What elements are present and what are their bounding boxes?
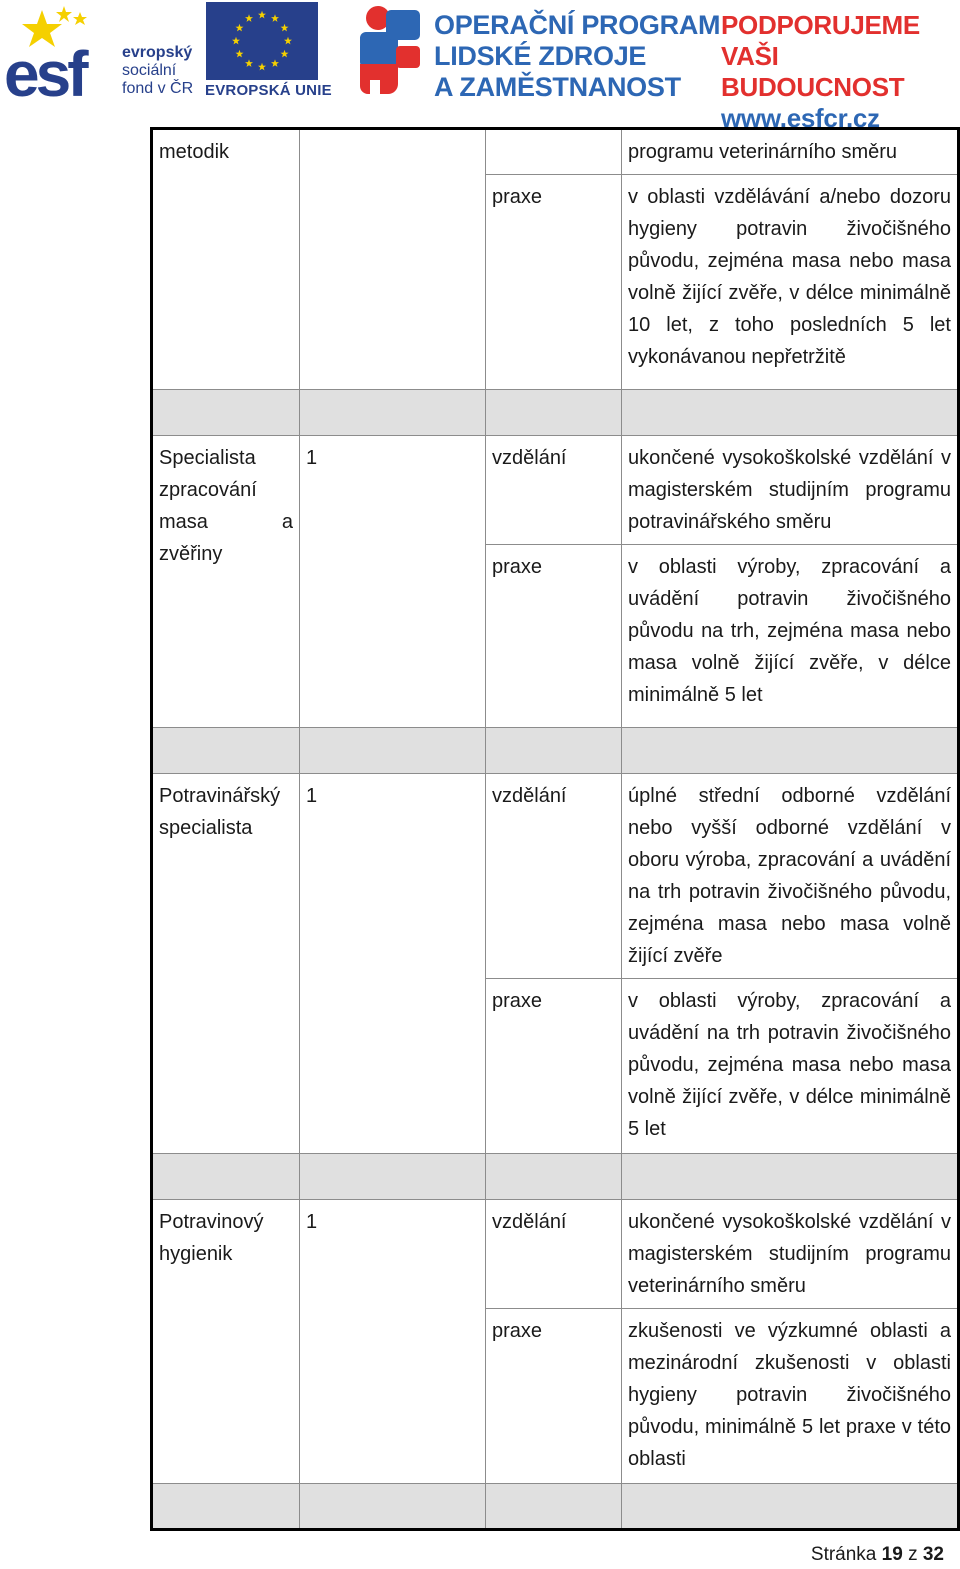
role-cell: Potravinářský specialista (152, 774, 300, 1154)
requirement-cell: v oblasti výroby, zpracování a uvádění potravin živočišného původu na trh, zejména masa nebo masa volně žijící zvěře, v délce minimálně 5 let (622, 545, 959, 728)
page-number-current: 19 (881, 1544, 903, 1565)
slogan (721, 10, 960, 134)
op-line-3: A ZAMĚSTNANOST (434, 72, 681, 102)
table-row (152, 129, 959, 175)
op-line-1: OPERAČNÍ PROGRAM (434, 10, 721, 40)
label-cell (486, 129, 622, 175)
label-cell: praxe (486, 979, 622, 1154)
label-cell: praxe (486, 1309, 622, 1484)
op-logo-mark (356, 2, 426, 98)
label-cell: praxe (486, 175, 622, 390)
page-number-prefix: Stránka (810, 1544, 877, 1565)
requirement-cell: programu veterinárního směru (622, 129, 959, 175)
slogan-line-1: PODPORUJEME (721, 10, 920, 40)
count-cell: 1 (300, 1200, 486, 1484)
esf-line-1: evropský (122, 44, 193, 61)
requirement-cell: v oblasti výroby, zpracování a uvádění na trh potravin živočišného původu, zejména masa nebo masa volně žijící zvěře, v délce minimálně 5 let (622, 979, 959, 1154)
esf-line-2: sociální (122, 62, 177, 79)
separator-row (152, 1154, 959, 1200)
requirement-cell: úplné střední odborné vzdělání nebo vyšší odborné vzdělání v oboru výroba, zpracování a uvádění na trh potravin živočišného původu, zejména masa nebo masa volně žijící zvěře (622, 774, 959, 979)
esf-caption (122, 44, 193, 98)
table-row (152, 774, 959, 979)
count-cell: 1 (300, 436, 486, 728)
slogan-line-2: VAŠI BUDOUCNOST (721, 41, 905, 102)
page-header (0, 0, 960, 133)
page-number-separator: z (908, 1544, 918, 1565)
label-cell: praxe (486, 545, 622, 728)
role-cell: Specialista zpracování masa a zvěřiny (152, 436, 300, 728)
eu-flag-logo (206, 2, 318, 80)
table-row (152, 1200, 959, 1309)
svg-text:esf: esf (4, 38, 85, 100)
page-number (811, 1544, 944, 1566)
requirement-cell: v oblasti vzdělávání a/nebo dozoru hygieny potravin živočišného původu, zejména masa nebo masa volně žijící zvěře, v délce minimálně 10 let, z toho posledních 5 let vykonávanou nepřetržitě (622, 175, 959, 390)
requirement-cell: zkušenosti ve výzkumné oblasti a mezinárodní zkušenosti v oblasti hygieny potravin živočišného původu, minimálně 5 let praxe v této oblasti (622, 1309, 959, 1484)
requirement-cell: ukončené vysokoškolské vzdělání v magisterském studijním programu veterinárního směru (622, 1200, 959, 1309)
esf-line-3: fond v ČR (122, 80, 194, 97)
esf-logo (2, 2, 120, 100)
op-line-2: LIDSKÉ ZDROJE (434, 41, 647, 71)
count-cell: 1 (300, 774, 486, 1154)
website-link[interactable]: www.esfcr.cz (721, 103, 880, 133)
count-cell (300, 129, 486, 390)
role-cell: Potravinový hygienik (152, 1200, 300, 1484)
separator-row (152, 390, 959, 436)
role-cell: metodik (152, 129, 300, 390)
page-number-total: 32 (922, 1544, 944, 1565)
separator-row (152, 728, 959, 774)
eu-caption: EVROPSKÁ UNIE (205, 82, 332, 99)
table-row (152, 436, 959, 545)
requirement-cell: ukončené vysokoškolské vzdělání v magisterském studijním programu potravinářského směru (622, 436, 959, 545)
op-program-title (434, 10, 720, 103)
requirements-table (150, 127, 960, 1531)
label-cell: vzdělání (486, 1200, 622, 1309)
label-cell: vzdělání (486, 436, 622, 545)
separator-row (152, 1484, 959, 1530)
label-cell: vzdělání (486, 774, 622, 979)
